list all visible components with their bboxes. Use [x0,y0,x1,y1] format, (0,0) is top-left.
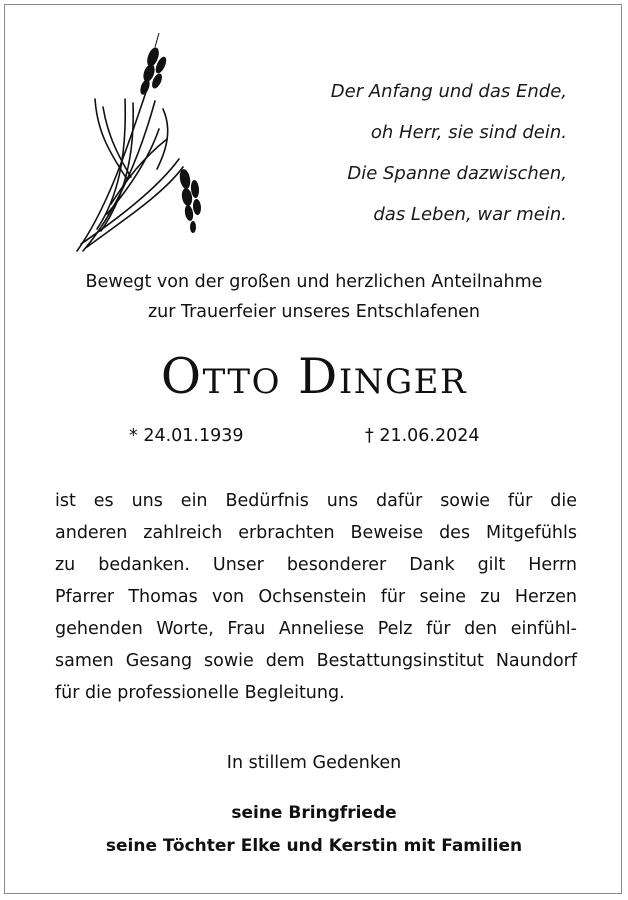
intro-line: Bewegt von der großen und herzlichen Anteilnahme [85,272,543,292]
thanks-line: ist es uns ein Bedürfnis uns dafür sowie für die [55,491,577,511]
poem [331,71,567,235]
life-dates [5,426,623,456]
death-date: † 21.06.2024 [365,426,480,446]
poem-line: das Leben, war mein. [373,204,567,225]
wheat-icon [67,29,217,259]
intro-text [5,267,623,327]
poem-line: oh Herr, sie sind dein. [370,122,567,143]
signer-line: seine Bringfriede [231,803,397,823]
thanks-line: zu bedanken. Unser besonderer Dank gilt Herrn [55,555,577,575]
signers [5,797,623,863]
obituary-card [4,4,622,894]
poem-line: Die Spanne dazwischen, [347,163,567,184]
signer-line: seine Töchter Elke und Kerstin mit Familien [105,836,523,856]
poem-line: Der Anfang und das Ende, [330,81,567,102]
thanks-line: gehenden Worte, Frau Anneliese Pelz für den einfühl- [55,619,577,639]
thanks-line: Pfarrer Thomas von Ochsenstein für seine zu Herzen [55,587,577,607]
thanks-text [55,485,577,709]
deceased-name: Otto Dinger [160,348,468,405]
birth-date: * 24.01.1939 [129,426,244,446]
intro-line: zur Trauerfeier unseres Entschlafenen [147,302,481,322]
thanks-line: anderen zahlreich erbrachten Beweise des Mitgefühls [55,523,577,543]
thanks-line: samen Gesang sowie dem Bestattungsinstitut Naundorf [55,651,577,671]
thanks-line: für die professionelle Begleitung. [55,683,345,703]
closing-phrase: In stillem Gedenken [226,753,402,773]
